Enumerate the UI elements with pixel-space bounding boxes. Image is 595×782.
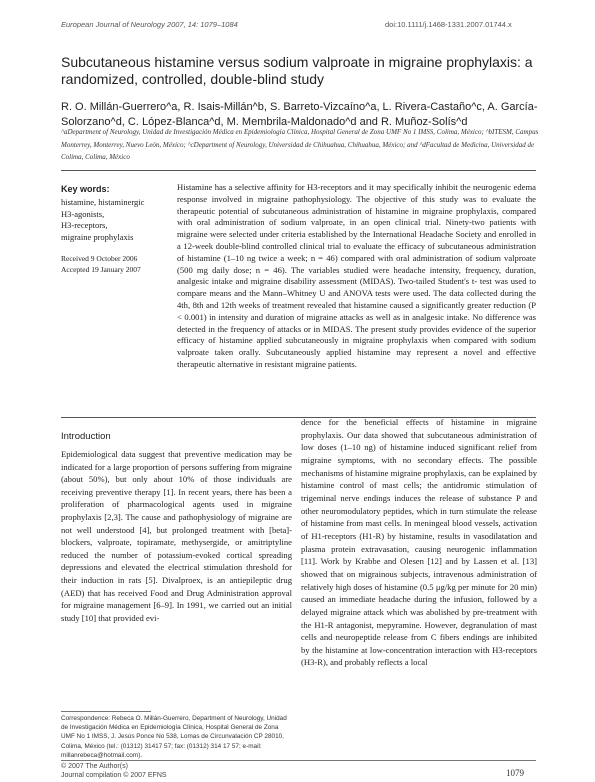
copyright-line: © 2007 The Author(s): [61, 763, 128, 770]
header-divider: [61, 170, 536, 171]
introduction-left-column: Epidemiological data suggest that preventive medication may be indicated for a large proportion of persons suffering from migraine (about 50%), but only about 10% of those individuals are receiving preventive therapy [1]. In recent years, there has been a proliferation of pharmacological agents used in migraine prophylaxis [2,3]. The cause and pathophysiology of migraine are not well understood [4], but prolonged treatment with [beta]-blockers, valproate, topiramate, methysergide, or amitriptyline reduced the number of potassium-evoked cortical spreading depressions and elevated the electrical stimulation threshold for their induction in rats [5]. Divalproex, is an antiepileptic drug (AED) that has received Food and Drug Administration approval for migraine management [6–9]. In 1991, we carried out an initial study [10] that provided evi-: [61, 449, 292, 623]
introduction-right-column: dence for the beneficial effects of histamine in migraine prophylaxis. Our data showed that subcutaneous administration of low doses (1–10 ng) of histamine induced significant relief from migraine symptoms, with no secondary effects. The possible mechanisms of histamine migraine prophylaxis, can be explained by histamine control of mast cells; the antidromic stimulation of trigeminal nerve endings induces the release of substance P and other neuromodulatory peptides, which in turn stimulate the release of histamine from mast cells. In meningeal blood vessels, activation of H1-receptors (H1-R) by histamine, results in vasodilatation and plasma protein extravasation, causing neurogenic inflammation [11]. Work by Krabbe and Olesen [12] and by Lassen et al. [13] showed that on migrainous subjects, intravenous administration of relatively high doses of histamine (0.5 μg/kg per minute for 20 min) caused an immediate headache during the infusion, followed by a delayed migraine attack which was abolished by pre-treatment with the H1-R antagonist, mepyramine. However, degranulation of mast cells and neuropeptide release from C fibers endings are inhibited by the histamine at low-concentration interaction with H3-receptors (H3-R), and probably reflects a local: [301, 417, 537, 668]
article-dates: [61, 254, 173, 275]
page-number: 1079: [506, 768, 524, 778]
keyword-item: migraine prophylaxis: [61, 231, 134, 242]
keyword-item: H3-receptors,: [61, 220, 108, 230]
accepted-date: Accepted 19 January 2007: [61, 264, 141, 274]
keywords-heading: Key words:: [61, 184, 110, 194]
abstract-text: Histamine has a selective affinity for H3-receptors and it may specifically inhibit the neurogenic edema response involved in migraine pathophysiology. The objective of this study was to evaluate the therapeutic potential of subcutaneous administration of histamine in migraine prophylaxis, compared with oral administration of sodium valproate, in an open clinical trial. Ninety-two patients with migraine were selected under criteria established by the International Headache Society and enrolled in a 12-week double-blind controlled clinical trial to evaluate the efficacy of subcutaneous administration of histamine (1–10 ng twice a week; n = 46) compared with oral administration of sodium valproate (500 mg daily dose; n = 46). The variables studied were headache intensity, frequency, duration, analgesic intake and migraine disability assessment (MIDAS). Two-tailed Student's t- test was used to compare means and the Mann–Whitney U and ANOVA tests were used. The data collected during the 4th, 8th and 12th weeks of treatment revealed that histamine caused a significantly greater reduction (P < 0.001) in intensity and duration of migraine attacks as well as in analgesic intake. No difference was detected in the frequency of attacks or in MIDAS. The present study provides evidence of the superior efficacy of histamine applied subcutaneously in migraine prophylaxis when compared with sodium valproate taken orally. Subcutaneously applied histamine may represent a novel and effective therapeutic alternative in resistant migraine patients.: [177, 182, 536, 369]
keyword-item: histamine, histaminergic: [61, 197, 145, 207]
journal-citation: European Journal of Neurology 2007, 14: 1079–1084: [61, 20, 238, 29]
affiliations: ^aDepartment of Neurology, Unidad de Investigación Médica en Epidemiología Clínica, Hospital General de Zona UMF No 1 IMSS, Colima, México; ^bITESM, Campus Monterrey, Monterrey, Nuevo León, México; ^cDepartment of Neurology, Universidad de Chihuahua, Chihuahua, México; and ^dFacultad de Medicina, Universidad de Colima, Colima, México: [61, 128, 539, 161]
footer-divider: [61, 760, 536, 761]
correspondence-note: Correspondence: Rebeca O. Millán-Guerrero, Department of Neurology, Unidad de Investigación Médica en Epidemiología Clínica, Hospital General de Zona UMF No 1 IMSS, J. Jesús Ponce No 538, Lomas de Circunvalación CP 28010, Colima, México (tel.: (01312) 31417 57; fax: (01312) 314 17 57; e-mail: millanrebeca@hotmail.com).: [61, 715, 287, 759]
doi: doi:10.1111/j.1468-1331.2007.01744.x: [385, 20, 512, 29]
author-list: R. O. Millán-Guerrero^a, R. Isais-Millán^b, S. Barreto-Vizcaíno^a, L. Rivera-Castaño^c, A. García-Solorzano^d, C. López-Blanca^d, M. Membrila-Maldonado^d and R. Muñoz-Solís^d: [61, 101, 538, 128]
section-heading-introduction: Introduction: [61, 431, 111, 442]
footer-copyright-block: [61, 763, 167, 780]
journal-compilation-line: Journal compilation © 2007 EFNS: [61, 771, 167, 779]
keyword-item: H3-agonists,: [61, 208, 105, 219]
paper-title: Subcutaneous histamine versus sodium valproate in migraine prophylaxis: a randomized, controlled, double-blind study: [61, 54, 533, 87]
keywords-list: [61, 197, 173, 243]
received-date: Received 9 October 2006: [61, 254, 138, 263]
footnote-rule: [61, 711, 151, 712]
